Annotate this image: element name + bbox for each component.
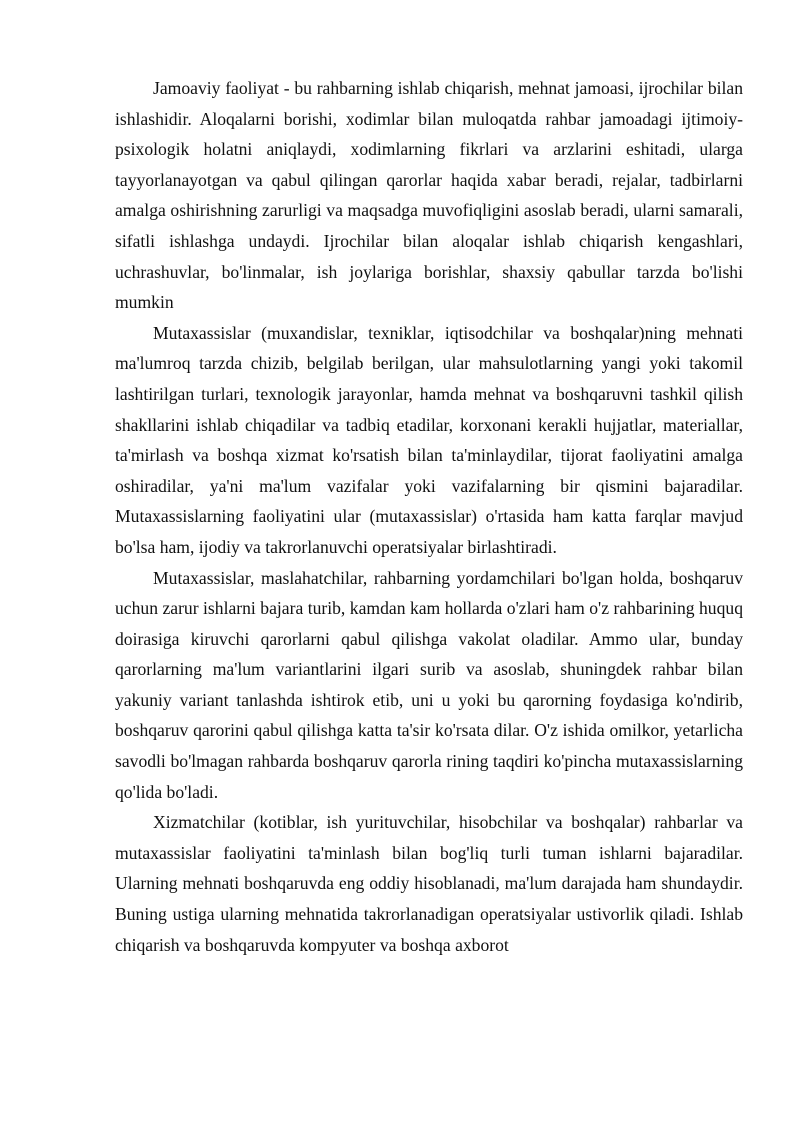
document-page — [115, 73, 743, 960]
paragraph-employees: Xizmatchilar (kotiblar, ish yurituvchilar, hisobchilar va boshqalar) rahbarlar va mutaxassislar faoliyatini ta'minlash bilan bog'liq turli tuman ishlarni bajaradilar. Ularning mehnati boshqaruvda eng oddiy hisoblanadi, ma'lum darajada ham shundaydir. Buning ustiga ularning mehnatida takrorlanadigan operatsiyalar ustivorlik qiladi. Ishlab chiqarish va boshqaruvda kompyuter va boshqa axborot — [115, 812, 743, 955]
paragraph-specialists-advisors: Mutaxassislar, maslahatchilar, rahbarning yordamchilari bo'lgan holda, boshqaruv uchun zarur ishlarni bajara turib, kamdan kam hollarda o'zlari ham o'z rahbarining huquq doirasiga kiruvchi qarorlarni qabul qilishga vakolat oladilar. Ammo ular, bunday qarorlarning ma'lum variantlarini ilgari surib va asoslab, shuningdek rahbar bilan yakuniy variant tanlashda ishtirok etib, uni u yoki bu qarorning foydasiga ko'ndirib, boshqaruv qarorini qabul qilishga katta ta'sir ko'rsata dilar. O'z ishida omilkor, yetarlicha savodli bo'lmagan rahbarda boshqaruv qarorla rining taqdiri ko'pincha mutaxassislarning qo'lida bo'ladi. — [115, 567, 743, 802]
paragraph-collective-activity: Jamoaviy faoliyat - bu rahbarning ishlab chiqarish, mehnat jamoasi, ijrochilar bilan ishlashidir. Aloqalarni borishi, xodimlar bilan muloqatda rahbar jamoadagi ijtimoiy-psixologik holatni aniqlaydi, xodimlarning fikrlari va arzlarini eshitadi, ularga tayyorlanayotgan va qabul qilingan qarorlar haqida xabar beradi, rejalar, tadbirlarni amalga oshirishning zarurligi va maqsadga muvofiqligini asoslab beradi, ularni samarali, sifatli ishlashga undaydi. Ijrochilar bilan aloqalar ishlab chiqarish kengashlari, uchrashuvlar, bo'linmalar, ish joylariga borishlar, shaxsiy qabullar tarzda bo'lishi mumkin — [115, 78, 743, 313]
paragraph-specialists-work: Mutaxassislar (muxandislar, texniklar, iqtisodchilar va boshqalar)ning mehnati ma'lumroq tarzda chizib, belgilab berilgan, ular mahsulotlarning yangi yoki takomil lashtirilgan turlari, texnologik jarayonlar, hamda mehnat va boshqaruvni tashkil qilish shakllarini ishlab chiqadilar va tadbiq etadilar, korxonani kerakli hujjatlar, materiallar, ta'mirlash va boshqa xizmat ko'rsatish bilan ta'minlaydilar, tijorat faoliyatini amalga oshiradilar, ya'ni ma'lum vazifalar yoki vazifalarning bir qismini bajaradilar. Mutaxassislarning faoliyatini ular (mutaxassislar) o'rtasida ham katta farqlar mavjud bo'lsa ham, ijodiy va takrorlanuvchi operatsiyalar birlashtiradi. — [115, 322, 743, 557]
